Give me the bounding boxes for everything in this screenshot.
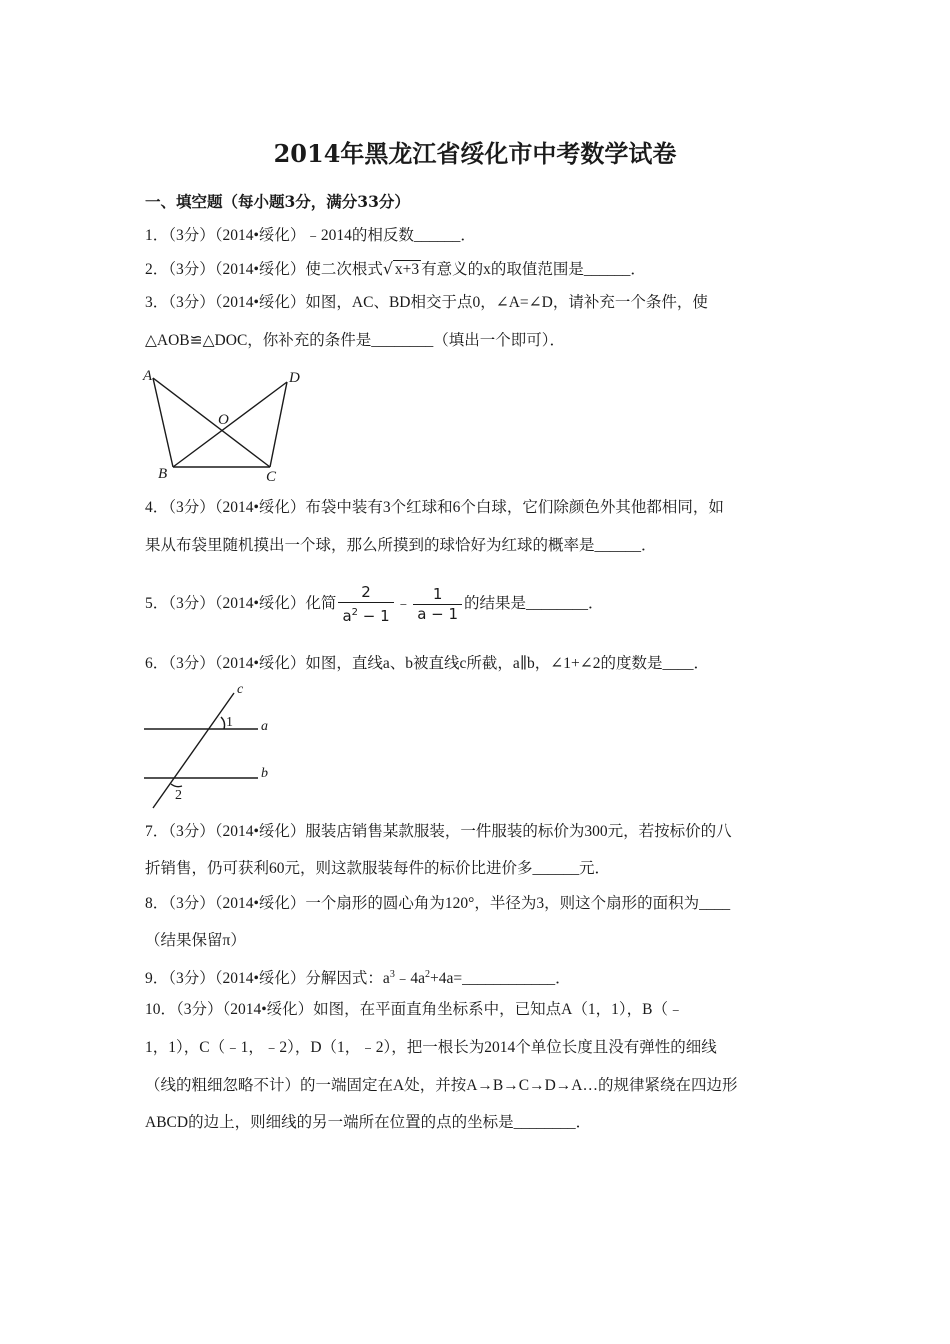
page-title: 2014年黑龙江省绥化市中考数学试卷 [273, 139, 677, 168]
figure-q3 [140, 364, 310, 484]
question-8-line-2: （结果保留π） [145, 932, 246, 949]
question-10-line-2: 1，1），C（﹣1，﹣2），D（1，﹣2），把一根长为2014个单位长度且没有弹性的细线 [145, 1039, 717, 1056]
radicand: x+3 [394, 261, 420, 278]
question-5 [145, 584, 604, 624]
fraction-1-rest: − 1 [358, 607, 390, 625]
label-o: O [218, 412, 229, 428]
angle-2-label: 2 [175, 788, 182, 803]
label-c-line: c [237, 682, 244, 697]
label-b-line: b [261, 766, 268, 781]
angle-2-arc [171, 784, 182, 787]
figure-q6 [140, 680, 280, 810]
exponent-2: 2 [424, 969, 430, 980]
radical-expression [383, 259, 421, 280]
fraction-1-denominator [338, 602, 393, 625]
fraction-1-numerator: 2 [361, 583, 371, 601]
fraction-1 [338, 584, 393, 625]
question-9-mid: ﹣4a [394, 970, 425, 988]
fraction-1-base: a [342, 607, 352, 625]
exponent-3: 3 [389, 969, 395, 980]
question-3-line-1: 3．（3分）（2014•绥化）如图，AC、BD相交于点0，∠A=∠D，请补充一个条件，使 [145, 294, 708, 311]
line-c [153, 693, 234, 808]
label-b: B [158, 466, 168, 482]
question-6: 6．（3分）（2014•绥化）如图，直线a、b被直线c所截，a∥b，∠1+∠2的度数是____． [145, 655, 709, 672]
question-2-prefix: 2．（3分）（2014•绥化）使二次根式 [145, 261, 383, 278]
label-c: C [266, 469, 277, 484]
question-10-line-4: ABCD的边上，则细线的另一端所在位置的点的坐标是________． [145, 1114, 592, 1131]
question-7-line-1: 7．（3分）（2014•绥化）服装店销售某款服装，一件服装的标价为300元，若按标价的八 [145, 823, 732, 840]
question-9-suffix: +4a=____________． [429, 970, 571, 988]
question-8-line-1: 8．（3分）（2014•绥化）一个扇形的圆心角为120°，半径为3，则这个扇形的面积为____ [145, 895, 731, 912]
question-7-line-2: 折销售，仍可获利60元，则这款服装每件的标价比进价多______元． [145, 860, 611, 877]
question-4-line-1: 4．（3分）（2014•绥化）布袋中装有3个红球和6个白球，它们除颜色外其他都相同，如 [145, 499, 724, 516]
label-d: D [289, 370, 300, 386]
fraction-2-numerator: 1 [432, 585, 443, 603]
question-5-suffix: 的结果是________． [464, 595, 604, 613]
angle-1-label: 1 [226, 715, 233, 730]
question-2-suffix: 有意义的x的取值范围是______． [421, 261, 646, 278]
angle-1-arc [221, 717, 225, 729]
segment-bd [173, 382, 287, 467]
label-a-line: a [261, 719, 268, 734]
label-a: A [143, 368, 153, 384]
section-heading: 一、填空题（每小题3分，满分33分） [145, 192, 410, 211]
question-9 [145, 965, 571, 989]
question-2 [145, 259, 646, 280]
question-10-line-3: （线的粗细忽略不计）的一端固定在A处，并按A→B→C→D→A…的规律紧绕在四边形 [145, 1077, 738, 1094]
radical-sign-icon: √ [382, 260, 393, 278]
question-10-line-1: 10．（3分）（2014•绥化）如图，在平面直角坐标系中，已知点A（1，1），B（﹣ [145, 1001, 684, 1018]
fraction-2-denominator: a − 1 [413, 604, 462, 623]
segment-cd [270, 382, 287, 467]
question-5-prefix: 5．（3分）（2014•绥化）化简 [145, 595, 337, 613]
fraction-2 [413, 586, 462, 623]
question-1: 1．（3分）（2014•绥化）﹣2014的相反数______． [145, 227, 476, 244]
question-9-prefix: 9．（3分）（2014•绥化）分解因式：a [145, 970, 390, 988]
fraction-1-exponent: 2 [351, 607, 359, 618]
question-3-line-2: △AOB≌△DOC，你补充的条件是________（填出一个即可）． [145, 332, 566, 349]
question-4-line-2: 果从布袋里随机摸出一个球，那么所摸到的球恰好为红球的概率是______． [145, 537, 657, 554]
minus-sign: ﹣ [395, 595, 412, 613]
